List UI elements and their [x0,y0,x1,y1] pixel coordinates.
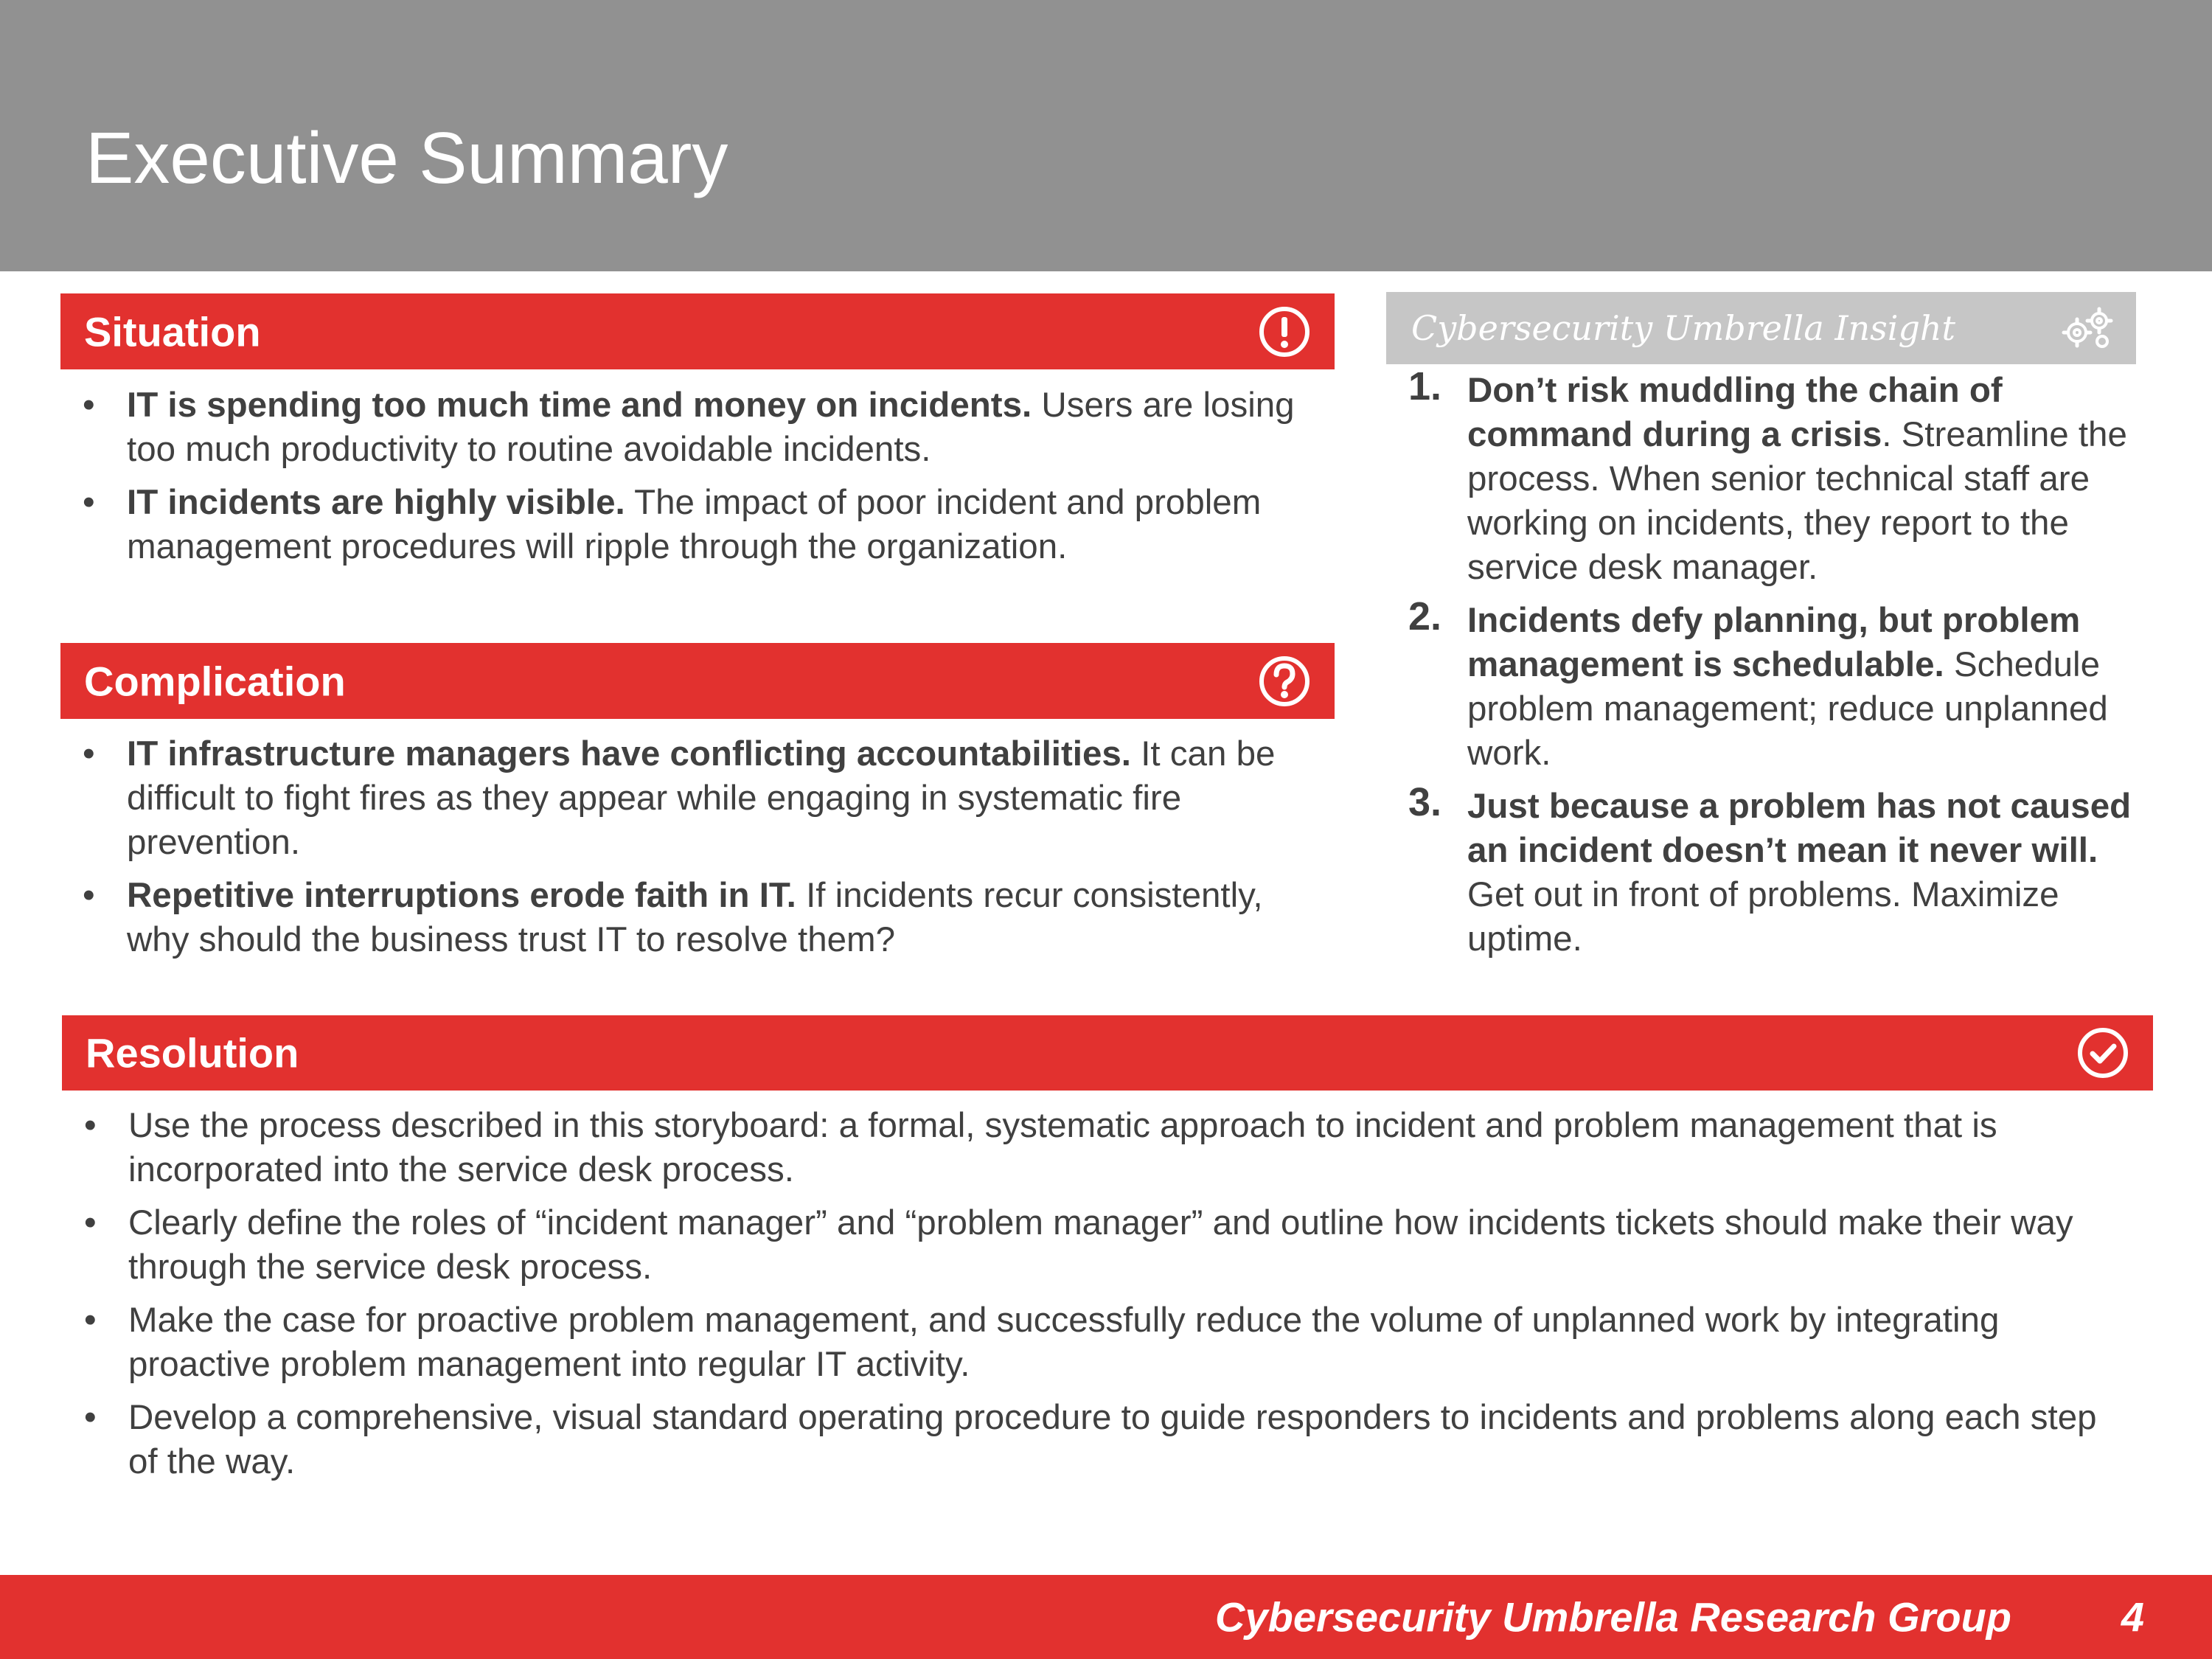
insight-title: Cybersecurity Umbrella Insight [1411,308,1956,348]
page-number: 4 [2121,1593,2144,1641]
exclamation-circle-icon [1258,305,1311,358]
insight-header [1386,292,2136,364]
list-item: 1. Don’t risk muddling the chain of command during a crisis. Streamline the process. When senior technical staff are working on incidents, they report to the service desk manager. [1408,364,2127,587]
list-item: • IT incidents are highly visible. The impact of poor incident and problem management procedures will ripple through the organization. [83,481,1299,569]
situation-list [83,383,1299,578]
complication-header [60,643,1335,719]
resolution-header [62,1015,2153,1091]
list-item: 3. Just because a problem has not caused an incident doesn’t mean it never will. Get out in front of problems. Maximize uptime. [1408,780,2132,959]
question-circle-icon [1258,655,1311,708]
header-band [0,0,2212,271]
insight-list [1408,364,2146,970]
list-item: • IT is spending too much time and money on incidents. Users are losing too much productivity to routine avoidable incidents. [83,383,1299,472]
complication-title: Complication [84,658,346,704]
footer-band [0,1575,2212,1659]
list-item: • Use the process described in this storyboard: a formal, systematic approach to incident and problem management that is incorporated into the service desk process. [84,1104,2134,1192]
complication-list [83,732,1299,971]
resolution-list [84,1104,2134,1493]
list-item: • Clearly define the roles of “incident manager” and “problem manager” and outline how incidents tickets should make their way through the service desk process. [84,1201,2134,1290]
footer-brand: Cybersecurity Umbrella Research Group [1215,1593,2011,1641]
resolution-title: Resolution [86,1029,299,1077]
list-item: • Repetitive interruptions erode faith in IT. If incidents recur consistently, why should the business trust IT to resolve them? [83,874,1299,962]
situation-title: Situation [84,308,261,355]
page-title: Executive Summary [86,117,728,198]
list-item: • IT infrastructure managers have conflicting accountabilities. It can be difficult to fight fires as they appear while engaging in systematic fire prevention. [83,732,1299,865]
check-circle-icon [2076,1026,2129,1079]
list-item: • Develop a comprehensive, visual standard operating procedure to guide responders to incidents and problems along each step of the way. [84,1396,2134,1484]
gears-icon [2056,305,2118,352]
list-item: 2. Incidents defy planning, but problem management is schedulable. Schedule problem management; reduce unplanned work. [1408,594,2108,773]
situation-header [60,293,1335,369]
list-item: • Make the case for proactive problem management, and successfully reduce the volume of unplanned work by integrating proactive problem management into regular IT activity. [84,1298,2134,1387]
